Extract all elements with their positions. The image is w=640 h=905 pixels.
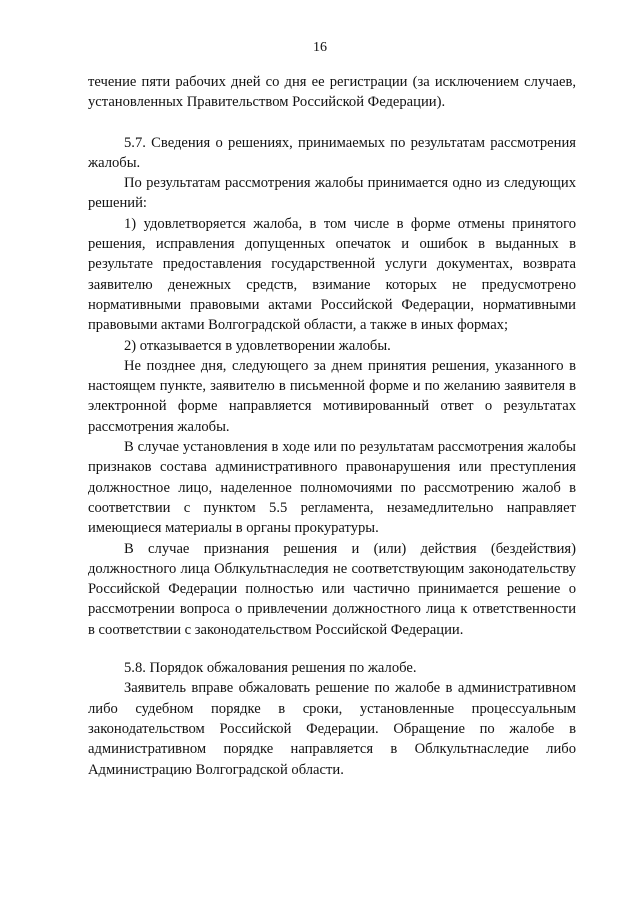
section-5-8-heading: 5.8. Порядок обжалования решения по жалобе.: [124, 660, 417, 677]
paragraph-prosecution: В случае установления в ходе или по результатам рассмотрения жалобы признаков состава административного правонарушения или преступления должностное лицо, наделенное полномочиями по рассмотрению жалоб в соответствии с пунктом 5.5 регламента, незамедлительно направляет имеющиеся материалы в органы прокуратуры.: [88, 439, 576, 537]
page-number: 16: [313, 40, 327, 55]
list-item-satisfy: 1) удовлетворяется жалоба, в том числе в форме отмены принятого решения, исправления допущенных опечаток и ошибок в выданных в результате предоставления государственной услуги документах, возврата заявителю денежных средств, взимание которых не предусмотрено нормативными правовыми актами Российской Федерации, нормативными правовыми актами Волгоградской области, а также в иных формах;: [88, 215, 576, 334]
paragraph-continuation: течение пяти рабочих дней со дня ее регистрации (за исключением случаев, установленных Правительством Российской Федерации).: [88, 74, 576, 111]
paragraph-appeal: Заявитель вправе обжаловать решение по жалобе в административном либо судебном порядке в сроки, установленные процессуальным законодательством Российской Федерации. Обращение по жалобе в административном порядке направляется в Облкультнаследие либо Администрацию Волгоградской области.: [88, 680, 576, 778]
document-body: [88, 72, 576, 780]
section-5-7-heading: 5.7. Сведения о решениях, принимаемых по результатам рассмотрения жалобы.: [88, 134, 576, 171]
paragraph-liability: В случае признания решения и (или) действия (бездействия) должностного лица Облкультнаследия не соответствующим законодательству Российской Федерации полностью или частично принимается решение о рассмотрении вопроса о привлечении должностного лица к ответственности в соответствии с законодательством Российской Федерации.: [88, 540, 576, 638]
paragraph-response-deadline: Не позднее дня, следующего за днем принятия решения, указанного в настоящем пункте, заявителю в письменной форме и по желанию заявителя в электронной форме направляется мотивированный ответ о результатах рассмотрения жалобы.: [88, 357, 576, 435]
paragraph-decisions-intro: По результатам рассмотрения жалобы принимается одно из следующих решений:: [88, 175, 576, 212]
list-item-refuse: 2) отказывается в удовлетворении жалобы.: [124, 337, 391, 354]
